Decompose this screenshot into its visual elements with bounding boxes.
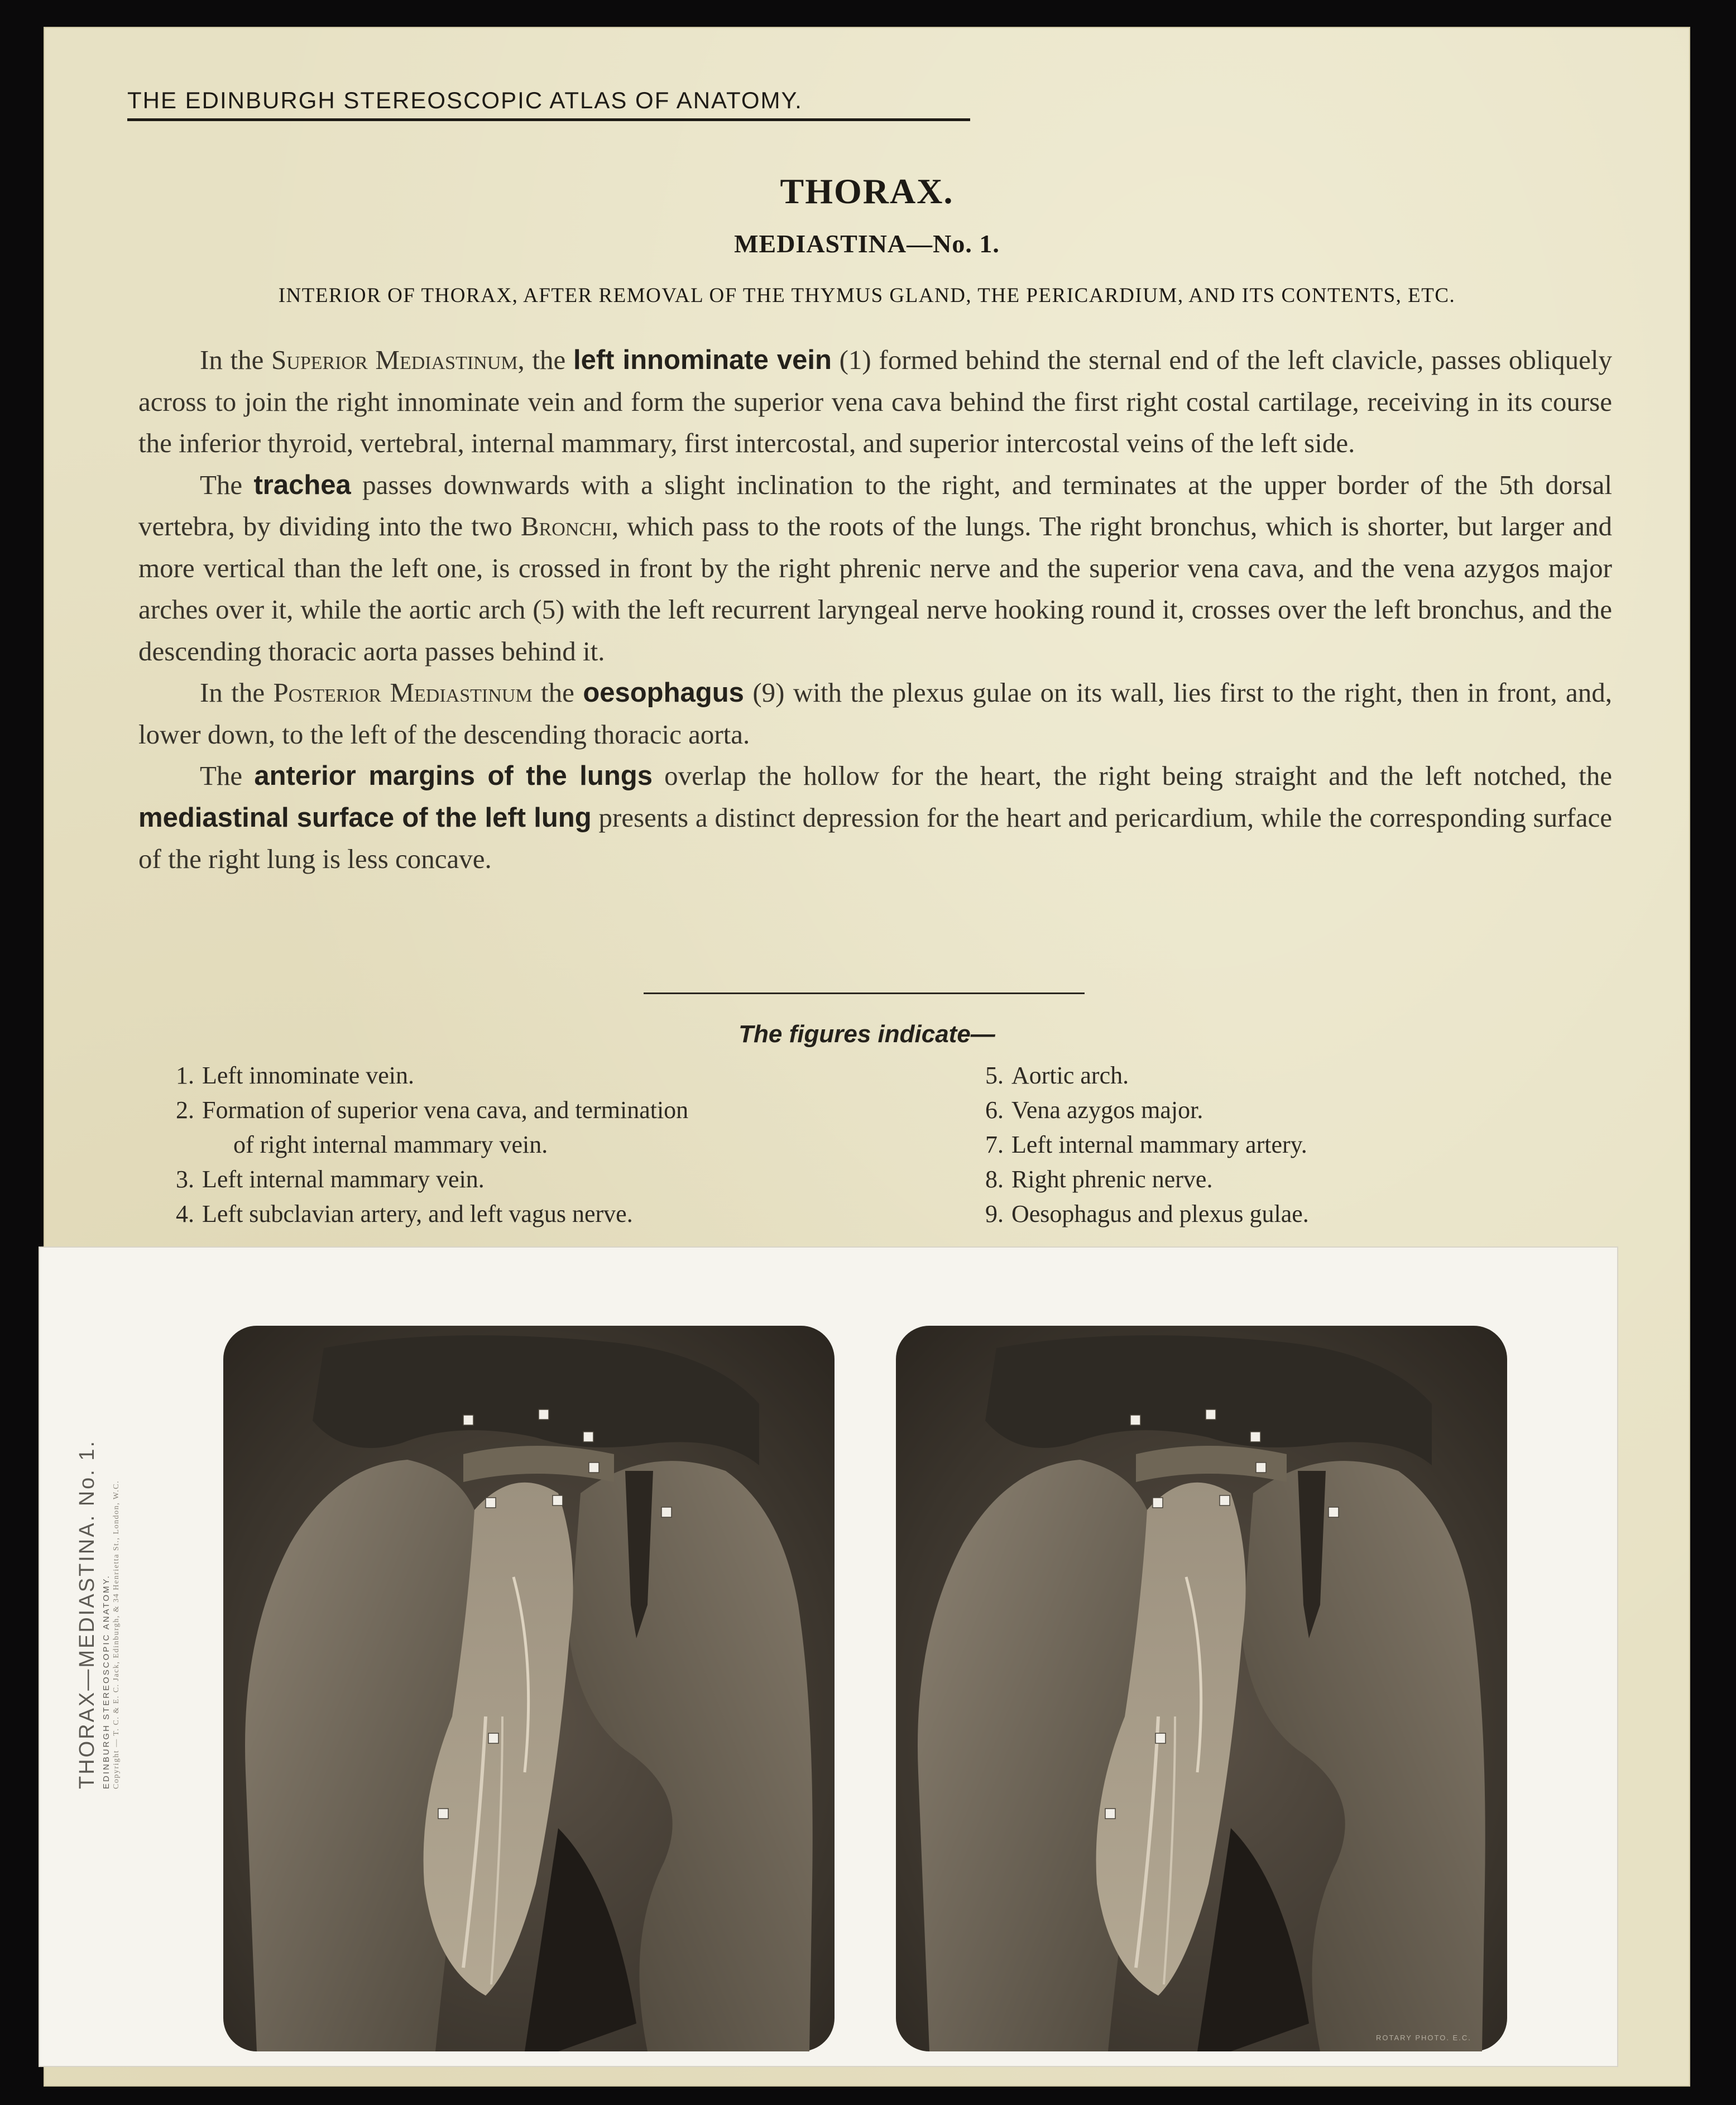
legend-number: 9.: [985, 1200, 1004, 1227]
stereo-photo-right: [896, 1326, 1507, 2051]
term-anterior-margins: anterior margins of the lungs: [254, 761, 653, 791]
paragraph-trachea: [138, 464, 1612, 673]
stereo-photo-left: [223, 1326, 835, 2051]
side-caption-copyright: Copyright — T. C. & E. C. Jack, Edinburgh, & 34 Henrietta St., London, W.C.: [112, 1480, 121, 1789]
term-mediastinal-surface: mediastinal surface of the left lung: [138, 802, 592, 833]
side-caption: [75, 1440, 121, 1789]
photo-credit: ROTARY PHOTO. E.C.: [1376, 2034, 1471, 2042]
text-run: The: [200, 469, 254, 500]
page-description: INTERIOR OF THORAX, AFTER REMOVAL OF THE THYMUS GLAND, THE PERICARDIUM, AND ITS CONTENTS, ETC.: [278, 284, 1456, 307]
legend-right-column: [959, 1058, 1629, 1231]
section-divider: [644, 992, 1085, 994]
legend-text: Vena azygos major.: [1011, 1096, 1203, 1124]
legend-item: [150, 1093, 959, 1128]
paragraph-posterior-mediastinum: [138, 672, 1612, 755]
text-run: (9) with the plexus gulae on its wall, lies first to the right, then in front, and, lower down, to the left of the descending thoracic aorta.: [138, 677, 1612, 750]
legend-text: Aortic arch.: [1011, 1062, 1129, 1089]
legend-item: [959, 1093, 1629, 1128]
text-run: passes downwards with a slight inclination to the right, and terminates at the upper border of the 5th dorsal vertebra, by dividing into the two: [138, 469, 1612, 541]
text-run: , which pass to the roots of the lungs. The right bronchus, which is shorter, but larger and more vertical than the left one, is crossed in front by the right phrenic nerve and the superior vena cava, and the vena azygos major arches over it, while the aortic arch (5) with the left recurrent laryngeal nerve hooking round it, crosses over the left bronchus, and the descending thoracic aorta passes behind it.: [138, 511, 1612, 666]
legend-text: Left innominate vein.: [202, 1062, 414, 1089]
page-title: THORAX.: [780, 171, 954, 211]
text-run: (1) formed behind the sternal end of the left clavicle, passes obliquely across to join the right innominate vein and form the superior vena cava behind the first right costal cartilage, receiving in its course the inferior thyroid, vertebral, internal mammary, first intercostal, and superior intercostal veins of the left side.: [138, 344, 1612, 458]
text-run: In the: [200, 344, 272, 375]
text-run: presents a distinct depression for the heart and pericardium, while the corresponding surface of the right lung is less concave.: [138, 802, 1612, 874]
legend-text-continued: of right internal mammary vein.: [233, 1131, 548, 1158]
text-run: In the: [200, 677, 274, 708]
legend-left-column: [150, 1058, 959, 1231]
legend-text: Formation of superior vena cava, and termination: [202, 1096, 689, 1124]
legend-number: 3.: [176, 1166, 194, 1193]
paragraph-superior-mediastinum: [138, 339, 1612, 464]
body-text: [138, 339, 1612, 880]
legend-number: 8.: [985, 1166, 1004, 1193]
paragraph-lungs: [138, 755, 1612, 880]
legend-text: Oesophagus and plexus gulae.: [1011, 1200, 1309, 1227]
legend-text: Left internal mammary vein.: [202, 1166, 485, 1193]
legend-text: Left internal mammary artery.: [1011, 1131, 1307, 1158]
legend-item: [150, 1162, 959, 1197]
anatomy-photo-left: [223, 1326, 835, 2051]
term-bronchi: Bronchi: [520, 511, 612, 541]
legend-number: 7.: [985, 1131, 1004, 1158]
legend-item: [959, 1197, 1629, 1231]
legend-number: 4.: [176, 1200, 194, 1227]
page-subtitle: MEDIASTINA—No. 1.: [734, 229, 1000, 258]
figures-title: The figures indicate—: [738, 1020, 995, 1048]
side-caption-title: THORAX—MEDIASTINA. No. 1.: [75, 1439, 99, 1789]
atlas-header: THE EDINBURGH STEREOSCOPIC ATLAS OF ANATOMY.: [127, 87, 970, 121]
text-run: overlap the hollow for the heart, the right being straight and the left notched, the: [652, 760, 1612, 791]
legend-item: [959, 1128, 1629, 1162]
text-run: The: [200, 760, 255, 791]
legend-number: 6.: [985, 1096, 1004, 1124]
legend-item: [150, 1197, 959, 1231]
legend-item: [150, 1058, 959, 1093]
term-oesophagus: oesophagus: [583, 678, 744, 708]
legend-item: [959, 1162, 1629, 1197]
legend-text: Left subclavian artery, and left vagus nerve.: [202, 1200, 633, 1227]
legend-item: [959, 1058, 1629, 1093]
legend-text: Right phrenic nerve.: [1011, 1166, 1213, 1193]
legend-number: 5.: [985, 1062, 1004, 1089]
legend-number: 2.: [176, 1096, 194, 1124]
term-trachea: trachea: [253, 469, 351, 500]
term-superior-mediastinum: Superior Mediastinum: [271, 344, 518, 375]
text-run: the: [532, 677, 583, 708]
term-posterior-mediastinum: Posterior Mediastinum: [273, 677, 533, 708]
anatomy-photo-right: [896, 1326, 1507, 2051]
text-run: , the: [517, 344, 573, 375]
side-caption-publisher: EDINBURGH STEREOSCOPIC ANATOMY.: [102, 1574, 111, 1789]
term-left-innominate-vein: left innominate vein: [573, 345, 832, 375]
legend-number: 1.: [176, 1062, 194, 1089]
